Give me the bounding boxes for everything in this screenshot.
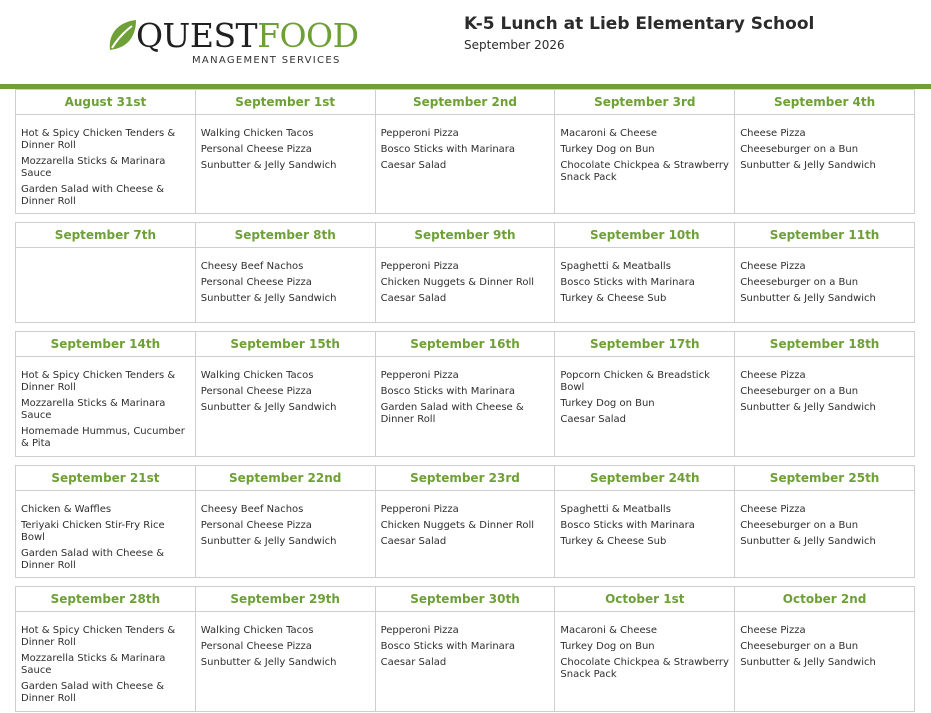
leaf-icon [106,16,140,56]
menu-item: Garden Salad with Cheese & Dinner Roll [21,548,165,571]
menu-item: Garden Salad with Cheese & Dinner Roll [380,402,524,425]
day-cell [16,223,196,322]
day-cell [555,466,735,577]
day-date: September 17th [555,332,734,357]
day-date: August 31st [16,90,195,115]
day-date: September 9th [376,223,555,248]
menu-item: Cheese Pizza [740,370,806,381]
menu-item: Caesar Salad [560,414,627,425]
day-date: September 15th [196,332,375,357]
menu-item: Personal Cheese Pizza [200,386,312,397]
day-cell [196,90,376,213]
page-header [0,0,931,84]
day-date: September 21st [16,466,195,491]
day-date: September 28th [16,587,195,612]
menu-item: Chicken Nuggets & Dinner Roll [380,277,535,288]
menu-item: Sunbutter & Jelly Sandwich [740,657,876,668]
menu-item: Pepperoni Pizza [380,370,459,381]
day-date: September 4th [735,90,914,115]
menu-item: Cheeseburger on a Bun [740,641,859,652]
menu-item: Hot & Spicy Chicken Tenders & Dinner Roll [21,370,176,393]
menu-item: Cheeseburger on a Bun [740,520,859,531]
menu-items [16,248,195,261]
menu-item: Turkey & Cheese Sub [560,293,667,304]
day-cell [196,466,376,577]
menu-item: Chocolate Chickpea & Strawberry Snack Pack [560,160,729,183]
menu-item: Bosco Sticks with Marinara [560,277,695,288]
menu-item: Sunbutter & Jelly Sandwich [200,160,337,171]
logo-subtitle: MANAGEMENT SERVICES [192,55,341,66]
menu-item: Hot & Spicy Chicken Tenders & Dinner Roll [21,128,176,151]
day-date: September 18th [735,332,914,357]
menu-items [376,612,555,673]
questfood-logo [106,10,359,72]
menu-item: Mozzarella Sticks & Marinara Sauce [21,156,166,179]
menu-item: Walking Chicken Tacos [200,370,314,381]
week-row [15,586,915,712]
day-date: September 23rd [376,466,555,491]
menu-item: Walking Chicken Tacos [200,128,314,139]
menu-item: Personal Cheese Pizza [200,277,312,288]
day-cell [735,90,914,213]
week-row [15,222,915,323]
menu-item: Cheese Pizza [740,128,806,139]
menu-items [555,491,734,552]
week-row [15,89,915,214]
menu-items [16,357,195,454]
menu-item: Caesar Salad [380,536,447,547]
menu-items [16,491,195,576]
menu-item: Turkey Dog on Bun [560,641,655,652]
day-date: September 24th [555,466,734,491]
day-cell [196,223,376,322]
menu-items [16,612,195,709]
menu-item: Mozzarella Sticks & Marinara Sauce [21,398,166,421]
menu-items [555,115,734,188]
menu-item: Sunbutter & Jelly Sandwich [200,402,337,413]
day-cell [16,466,196,577]
week-row [15,465,915,578]
day-cell [735,466,914,577]
day-date: September 22nd [196,466,375,491]
menu-item: Hot & Spicy Chicken Tenders & Dinner Roll [21,625,176,648]
menu-item: Popcorn Chicken & Breadstick Bowl [560,370,710,393]
menu-item: Turkey & Cheese Sub [560,536,667,547]
menu-item: Bosco Sticks with Marinara [380,641,516,652]
menu-item: Chicken & Waffles [21,504,112,515]
week-row [15,331,915,457]
day-date: September 10th [555,223,734,248]
menu-item: Sunbutter & Jelly Sandwich [740,160,876,171]
menu-item: Personal Cheese Pizza [200,144,312,155]
menu-items [376,248,555,309]
menu-item: Caesar Salad [380,160,447,171]
day-date: September 8th [196,223,375,248]
day-cell [376,90,556,213]
menu-item: Sunbutter & Jelly Sandwich [200,536,337,547]
menu-item: Sunbutter & Jelly Sandwich [740,536,876,547]
menu-items [196,612,375,673]
day-cell [16,90,196,213]
menu-item: Pepperoni Pizza [380,261,459,272]
menu-item: Spaghetti & Meatballs [560,504,671,515]
menu-item: Bosco Sticks with Marinara [560,520,695,531]
menu-items [376,115,555,176]
day-date: September 16th [376,332,555,357]
menu-item: Garden Salad with Cheese & Dinner Roll [21,681,165,704]
menu-item: Bosco Sticks with Marinara [380,144,516,155]
menu-items [555,357,734,430]
menu-item: Pepperoni Pizza [380,504,459,515]
menu-item: Pepperoni Pizza [380,128,459,139]
menu-items [196,115,375,176]
day-date: September 1st [196,90,375,115]
day-cell [376,332,556,456]
day-cell [735,587,914,711]
day-cell [735,332,914,456]
menu-item: Cheeseburger on a Bun [740,386,859,397]
day-cell [376,223,556,322]
menu-items [735,115,914,176]
menu-items [555,612,734,685]
menu-item: Chicken Nuggets & Dinner Roll [380,520,535,531]
menu-items [735,248,914,309]
menu-item: Spaghetti & Meatballs [560,261,671,272]
page-subtitle: September 2026 [464,38,565,52]
day-cell [376,587,556,711]
menu-item: Sunbutter & Jelly Sandwich [740,293,876,304]
menu-items [376,357,555,430]
menu-item: Personal Cheese Pizza [200,641,312,652]
menu-item: Turkey Dog on Bun [560,144,655,155]
menu-items [196,357,375,418]
menu-item: Cheese Pizza [740,625,806,636]
menu-item: Sunbutter & Jelly Sandwich [740,402,876,413]
menu-item: Mozzarella Sticks & Marinara Sauce [21,653,166,676]
menu-item: Walking Chicken Tacos [200,625,314,636]
day-cell [376,466,556,577]
menu-item: Macaroni & Cheese [560,625,658,636]
menu-item: Personal Cheese Pizza [200,520,312,531]
day-date: September 2nd [376,90,555,115]
menu-item: Homemade Hummus, Cucumber & Pita [21,426,185,449]
day-cell [196,587,376,711]
day-cell [555,332,735,456]
menu-items [376,491,555,552]
menu-items [735,491,914,552]
menu-item: Macaroni & Cheese [560,128,658,139]
logo-wordmark [136,16,359,55]
menu-item: Cheeseburger on a Bun [740,144,859,155]
logo-food: FOOD [257,16,359,55]
day-date: September 29th [196,587,375,612]
day-date: October 1st [555,587,734,612]
menu-item: Garden Salad with Cheese & Dinner Roll [21,184,165,207]
menu-items [16,115,195,212]
menu-items [196,491,375,552]
menu-item: Cheeseburger on a Bun [740,277,859,288]
day-date: September 11th [735,223,914,248]
menu-items [735,357,914,418]
day-cell [555,223,735,322]
menu-item: Caesar Salad [380,293,447,304]
day-date: October 2nd [735,587,914,612]
day-date: September 25th [735,466,914,491]
menu-item: Cheese Pizza [740,261,806,272]
day-date: September 3rd [555,90,734,115]
menu-items [196,248,375,309]
menu-item: Caesar Salad [380,657,447,668]
menu-item: Bosco Sticks with Marinara [380,386,516,397]
menu-items [735,612,914,673]
menu-item: Cheesy Beef Nachos [200,261,304,272]
menu-item: Chocolate Chickpea & Strawberry Snack Pack [560,657,729,680]
menu-item: Teriyaki Chicken Stir-Fry Rice Bowl [21,520,165,543]
day-cell [16,332,196,456]
day-cell [196,332,376,456]
menu-item: Pepperoni Pizza [380,625,459,636]
day-cell [555,90,735,213]
day-date: September 30th [376,587,555,612]
page-title: K-5 Lunch at Lieb Elementary School [464,14,815,34]
menu-item: Turkey Dog on Bun [560,398,655,409]
menu-item: Sunbutter & Jelly Sandwich [200,657,337,668]
logo-quest: QUEST [136,16,258,55]
menu-items [555,248,734,309]
day-cell [735,223,914,322]
menu-item: Cheesy Beef Nachos [200,504,304,515]
day-cell [16,587,196,711]
day-cell [555,587,735,711]
menu-item: Cheese Pizza [740,504,806,515]
day-date: September 14th [16,332,195,357]
menu-item: Sunbutter & Jelly Sandwich [200,293,337,304]
day-date: September 7th [16,223,195,248]
